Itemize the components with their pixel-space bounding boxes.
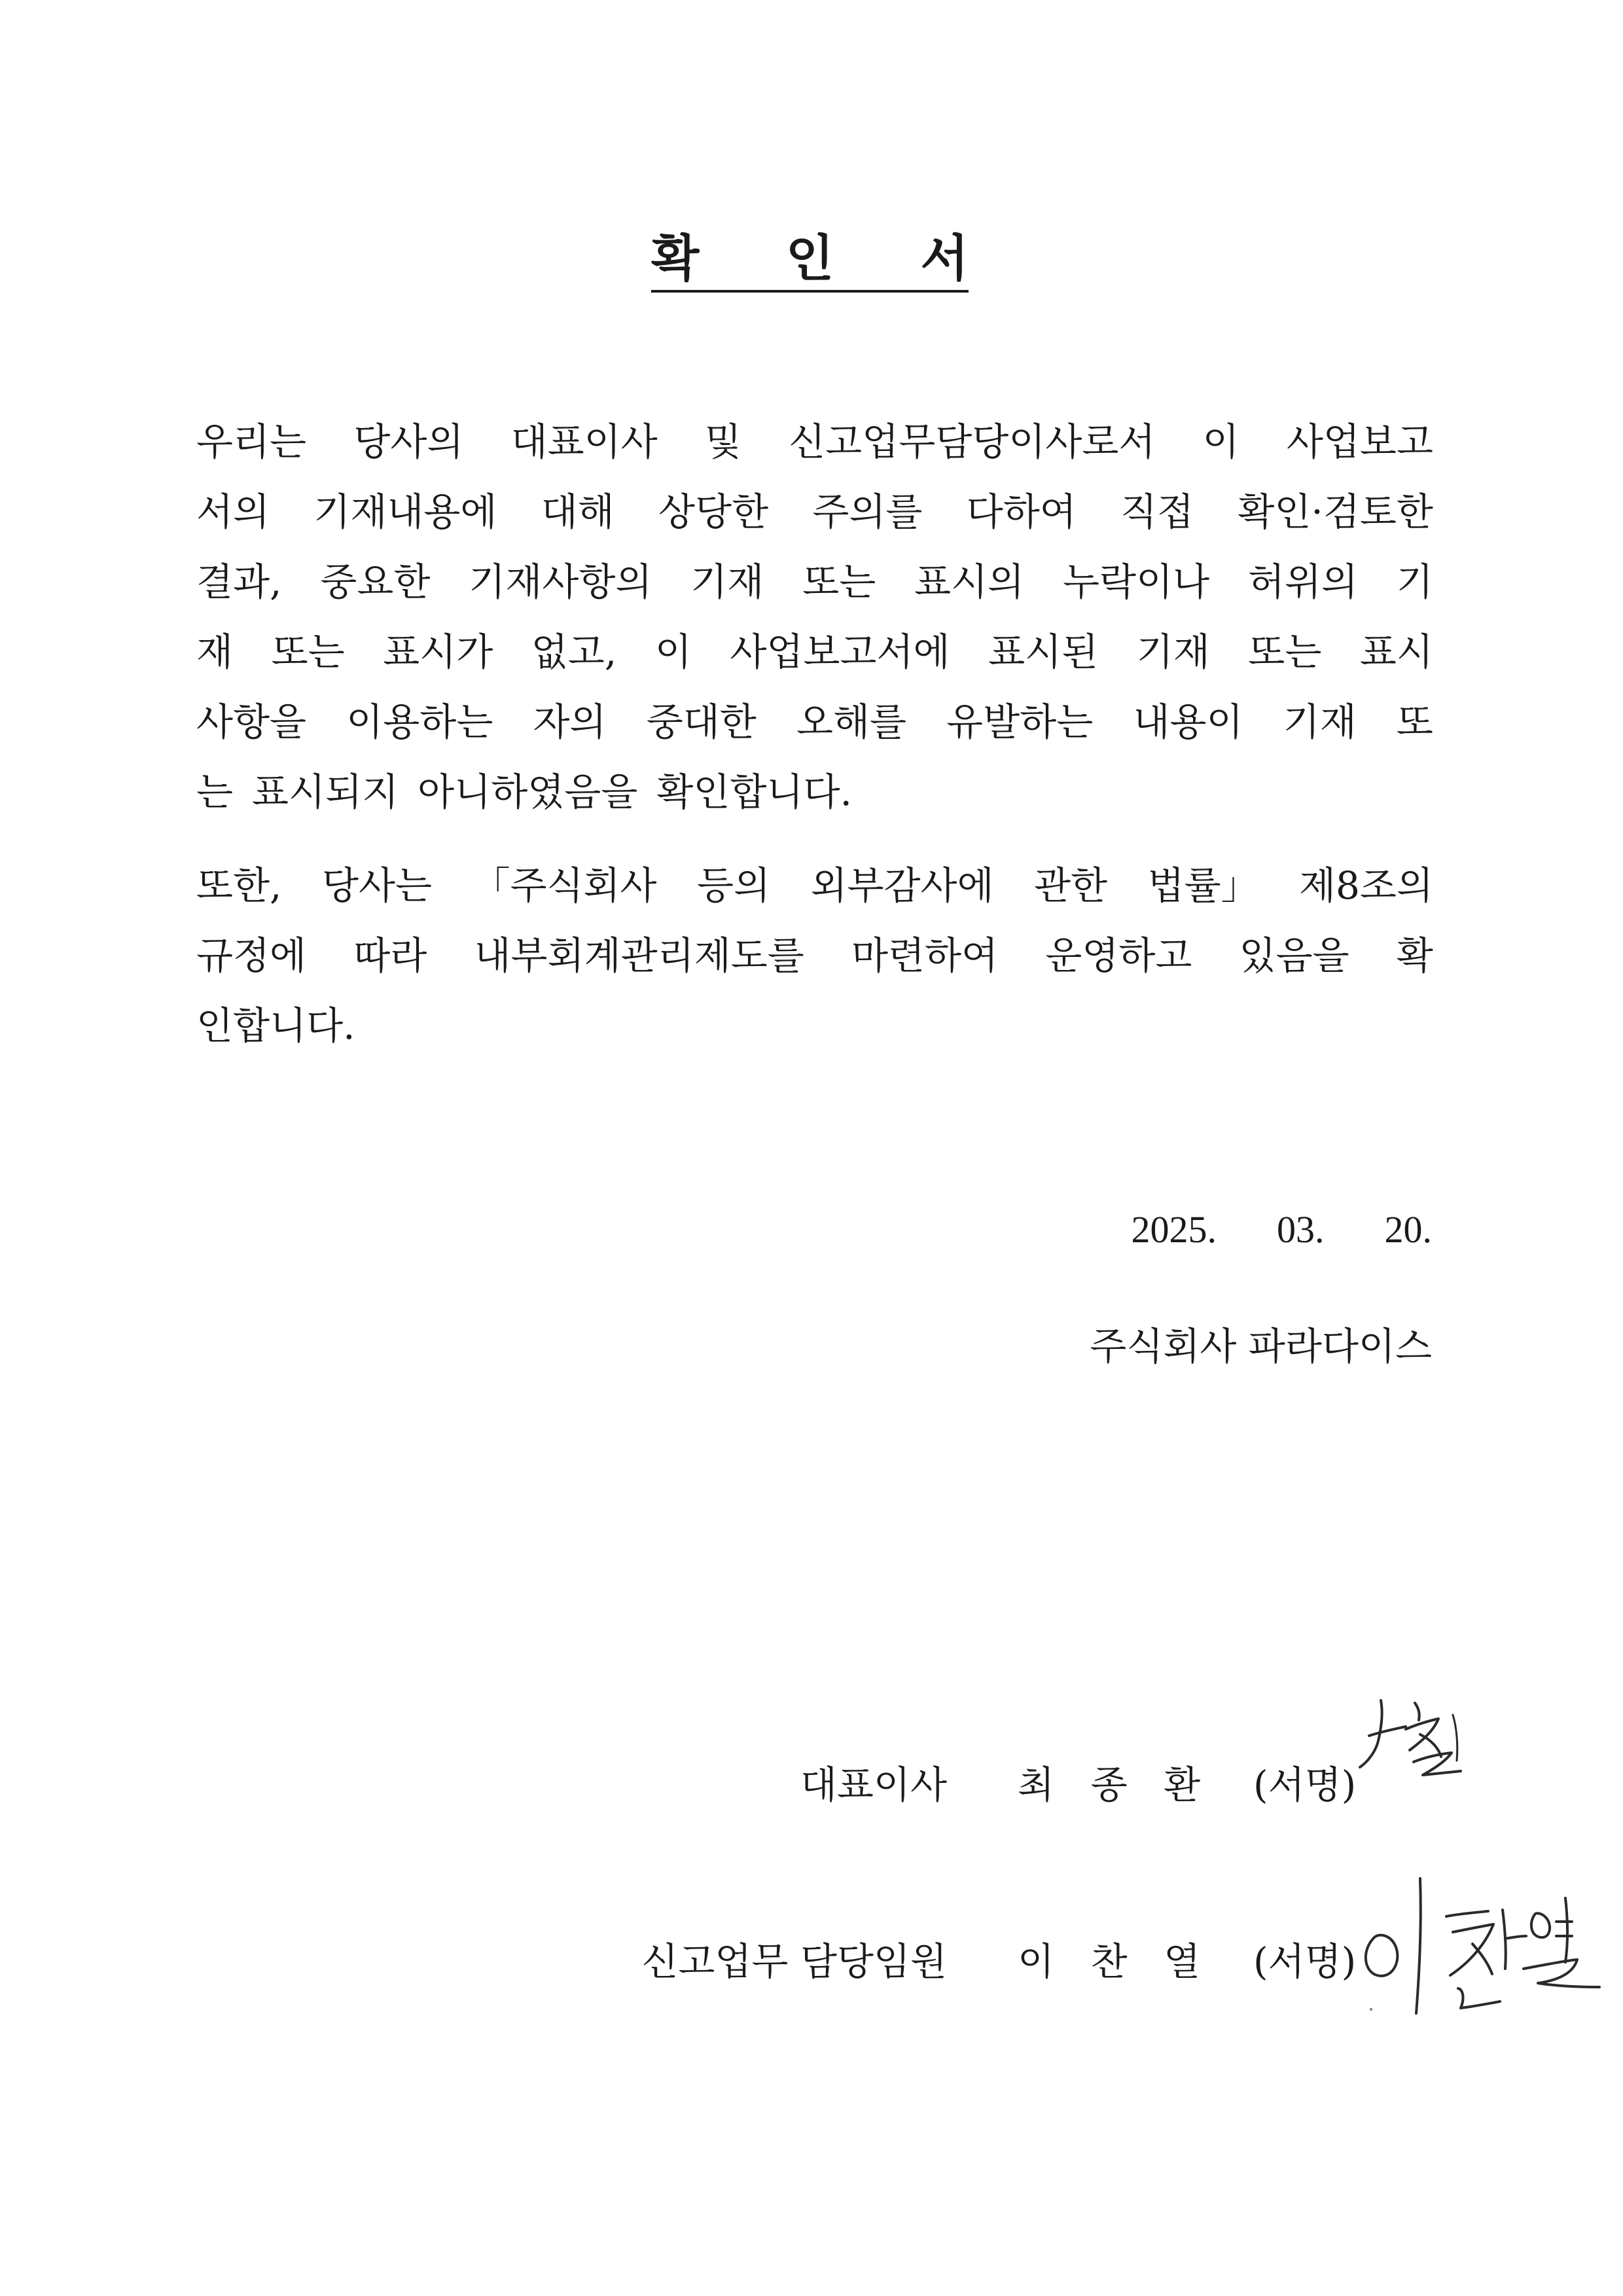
word: 등의 bbox=[696, 863, 771, 908]
word: 기재 bbox=[690, 560, 764, 604]
word: 중요한 bbox=[320, 560, 431, 604]
word: 확인·검토한 bbox=[1238, 490, 1433, 534]
word: 직접 bbox=[1120, 490, 1194, 534]
word: 결과, bbox=[196, 560, 282, 604]
document-date bbox=[1132, 1208, 1433, 1251]
word: 대해 bbox=[541, 490, 615, 534]
word: 기재사항의 bbox=[469, 560, 652, 604]
word: 관한 bbox=[1034, 863, 1108, 908]
word: 또는 bbox=[802, 560, 876, 604]
signatory-role: 신고업무 담당임원 bbox=[641, 1939, 947, 1984]
word: 표시 bbox=[1359, 630, 1433, 674]
word: 이용하는 bbox=[346, 700, 493, 744]
word: 사업보고 bbox=[1286, 420, 1433, 464]
handwritten-signature-ceo bbox=[1355, 1689, 1479, 1813]
signature-label: (서명) bbox=[1253, 1763, 1357, 1807]
paragraph-line bbox=[196, 851, 1433, 921]
word: 있음을 bbox=[1239, 933, 1349, 978]
word: 신고업무담당이사로서 bbox=[789, 420, 1156, 464]
word: 또는 bbox=[271, 630, 345, 674]
word: 또 bbox=[1396, 700, 1433, 744]
signatory-name: 최 종 환 bbox=[1018, 1763, 1213, 1807]
word: 외부감사에 bbox=[810, 863, 994, 908]
word: 내부회계관리제도를 bbox=[474, 933, 804, 978]
date-day: 20. bbox=[1384, 1208, 1432, 1251]
word: 인합니다. bbox=[196, 1003, 355, 1048]
word: 허위의 bbox=[1247, 560, 1359, 604]
word: 또한, bbox=[196, 863, 282, 908]
date-month: 03. bbox=[1277, 1208, 1325, 1251]
word: 아니하였음을 bbox=[418, 770, 638, 814]
word: 내용이 bbox=[1133, 700, 1243, 744]
document-title bbox=[651, 229, 969, 293]
word: 표시되지 bbox=[252, 770, 399, 814]
signatory-role: 대표이사 bbox=[800, 1763, 947, 1807]
paragraph-line bbox=[196, 991, 1433, 1061]
signature-label: (서명) bbox=[1253, 1939, 1357, 1984]
paragraph-line bbox=[196, 617, 1433, 687]
paragraph-line bbox=[196, 477, 1433, 547]
word: 상당한 bbox=[658, 490, 769, 534]
word: 재 bbox=[196, 630, 234, 674]
word: 마련하여 bbox=[851, 933, 999, 978]
word: 누락이나 bbox=[1063, 560, 1210, 604]
signatory-name: 이 찬 열 bbox=[1018, 1939, 1213, 1984]
word: 「주식회사 bbox=[472, 863, 657, 908]
date-year: 2025. bbox=[1131, 1208, 1217, 1251]
word: 기재 bbox=[1136, 630, 1210, 674]
word: 당사의 bbox=[353, 420, 464, 464]
word: 이 bbox=[1202, 420, 1240, 464]
internal-control-paragraph bbox=[196, 851, 1433, 1061]
handwritten-signature-reporting-officer bbox=[1348, 1859, 1610, 2022]
word: 및 bbox=[704, 420, 741, 464]
title-char: 확 bbox=[651, 229, 700, 287]
title-char: 인 bbox=[785, 229, 834, 287]
word: 다하여 bbox=[966, 490, 1077, 534]
word: 사업보고서에 bbox=[730, 630, 950, 674]
paragraph-line bbox=[196, 921, 1433, 991]
word: 주의를 bbox=[812, 490, 923, 534]
word: 서의 bbox=[196, 490, 270, 534]
word: 오해를 bbox=[796, 700, 907, 744]
scan-artifact bbox=[1370, 2008, 1372, 2011]
word: 확인합니다. bbox=[656, 770, 852, 814]
word: 기 bbox=[1396, 560, 1433, 604]
word: 중대한 bbox=[646, 700, 757, 744]
paragraph-line bbox=[196, 547, 1433, 617]
word: 는 bbox=[196, 770, 234, 814]
paragraph-line bbox=[196, 757, 1433, 827]
word: 없고, bbox=[531, 630, 617, 674]
word: 사항을 bbox=[196, 700, 307, 744]
word: 제8조의 bbox=[1299, 863, 1433, 908]
word: 자의 bbox=[533, 700, 607, 744]
word: 따라 bbox=[353, 933, 427, 978]
word: 유발하는 bbox=[946, 700, 1094, 744]
word: 표시가 bbox=[383, 630, 493, 674]
word: 당사는 bbox=[321, 863, 433, 908]
title-char: 서 bbox=[920, 229, 969, 287]
paragraph-line bbox=[196, 687, 1433, 757]
word: 우리는 bbox=[196, 420, 307, 464]
word: 이 bbox=[654, 630, 692, 674]
company-name: 주식회사 파라다이스 bbox=[1090, 1324, 1432, 1369]
word: 표시된 bbox=[988, 630, 1099, 674]
word: 운영하고 bbox=[1045, 933, 1192, 978]
word: 대표이사 bbox=[510, 420, 658, 464]
confirmation-paragraph bbox=[196, 407, 1433, 827]
word: 기재 bbox=[1283, 700, 1357, 744]
paragraph-line bbox=[196, 407, 1433, 477]
word: 또는 bbox=[1248, 630, 1322, 674]
word: 법률」 bbox=[1147, 863, 1259, 908]
word: 기재내용에 bbox=[313, 490, 497, 534]
word: 표시의 bbox=[914, 560, 1025, 604]
word: 확 bbox=[1396, 933, 1433, 978]
word: 규정에 bbox=[196, 933, 307, 978]
